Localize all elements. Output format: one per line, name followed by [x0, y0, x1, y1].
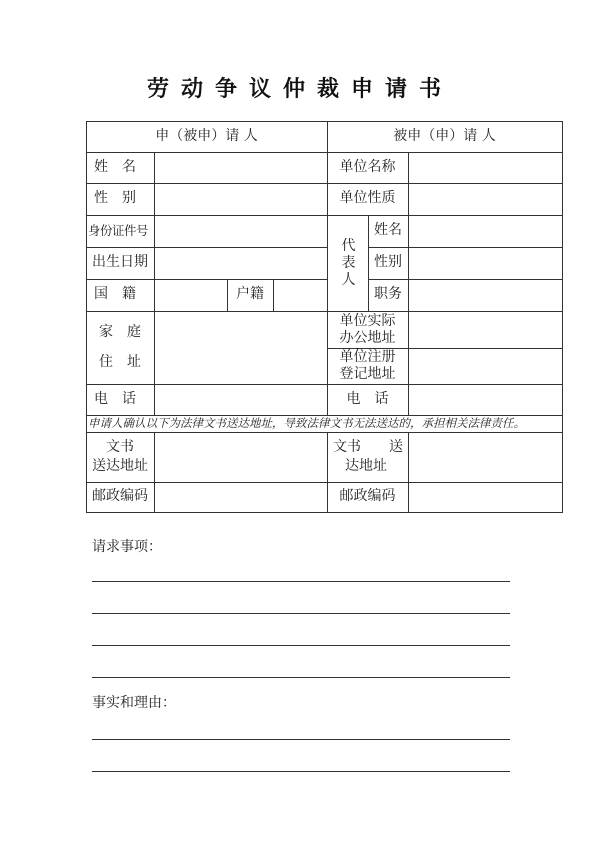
applicant-phone-field[interactable] [155, 384, 327, 415]
rep-position-label: 职务 [374, 286, 402, 303]
respondent-header: 被申（申）请 人 [393, 127, 496, 144]
office-address-label-line1: 单位实际 [339, 312, 396, 329]
applicant-id-field[interactable] [155, 215, 327, 247]
rep-name-label: 姓名 [374, 222, 402, 239]
unit-nature-field[interactable] [409, 183, 562, 215]
unit-name-field[interactable] [409, 152, 562, 183]
representative-label: 代表人 [341, 237, 356, 288]
respondent-service-address-label [327, 432, 408, 482]
applicant-phone-label: 电 话 [94, 390, 136, 407]
registered-address-label-line1: 单位注册 [339, 349, 396, 365]
respondent-service-address-field[interactable] [409, 432, 562, 482]
applicant-nationality-field[interactable] [155, 279, 227, 311]
table-border-bottom [86, 512, 563, 513]
applicant-header: 申（被申）请 人 [155, 127, 258, 144]
applicant-home-address-field[interactable] [155, 311, 327, 384]
office-address-field[interactable] [409, 311, 562, 348]
office-address-label [327, 311, 408, 348]
applicant-name-field[interactable] [155, 152, 327, 183]
facts-writing-line[interactable] [92, 739, 510, 740]
respondent-postal-field[interactable] [409, 482, 562, 512]
applicant-home-address-label [86, 311, 154, 384]
registered-address-field[interactable] [409, 348, 562, 384]
unit-name-label: 单位名称 [339, 158, 396, 175]
claims-heading: 请求事项： [92, 539, 162, 555]
home-address-label-line1: 家 庭 [99, 324, 141, 340]
registered-address-label [327, 348, 408, 384]
facts-heading: 事实和理由： [92, 695, 176, 711]
applicant-postal-label: 邮政编码 [92, 488, 148, 505]
applicant-postal-field[interactable] [155, 482, 327, 512]
applicant-birth-field[interactable] [155, 247, 327, 279]
applicant-gender-field[interactable] [155, 183, 327, 215]
applicant-birth-label: 出生日期 [92, 254, 148, 271]
claims-writing-line[interactable] [92, 613, 510, 614]
facts-writing-line[interactable] [92, 771, 510, 772]
claims-writing-line[interactable] [92, 677, 510, 678]
home-address-label-line2: 住 址 [99, 353, 141, 370]
rep-position-field[interactable] [409, 279, 562, 311]
respondent-service-address-line1: 文书 送 [333, 439, 403, 455]
applicant-gender-label: 性 别 [94, 190, 136, 207]
office-address-label-line2: 办公地址 [339, 329, 396, 346]
applicant-service-address-label [86, 432, 154, 482]
applicant-id-label: 身份证件号 [88, 223, 149, 239]
rep-name-field[interactable] [409, 215, 562, 247]
rep-gender-label: 性别 [374, 254, 402, 271]
applicant-name-label: 姓 名 [94, 158, 136, 175]
table-border-right [562, 121, 563, 513]
claims-writing-line[interactable] [92, 645, 510, 646]
registered-address-label-line2: 登记地址 [339, 366, 396, 382]
respondent-service-address-line2: 达地址 [345, 458, 387, 474]
rep-gender-field[interactable] [409, 247, 562, 279]
claims-writing-line[interactable] [92, 581, 510, 582]
respondent-postal-label: 邮政编码 [339, 488, 396, 505]
service-address-note: 申请人确认以下为法律文书送达地址，导致法律文书无法送达的，承担相关法律责任。 [88, 416, 525, 430]
applicant-nationality-label: 国 籍 [94, 286, 136, 303]
respondent-phone-field[interactable] [409, 384, 562, 415]
page-title: 劳动争议仲裁申请书 [146, 76, 453, 102]
applicant-service-address-line2: 送达地址 [92, 458, 148, 474]
applicant-household-label: 户籍 [236, 286, 264, 303]
unit-nature-label: 单位性质 [339, 190, 396, 207]
applicant-service-address-line1: 文书 [106, 439, 134, 455]
respondent-phone-label: 电 话 [346, 390, 389, 407]
applicant-household-field[interactable] [274, 279, 327, 311]
application-form-table [86, 121, 562, 513]
applicant-service-address-field[interactable] [155, 432, 327, 482]
